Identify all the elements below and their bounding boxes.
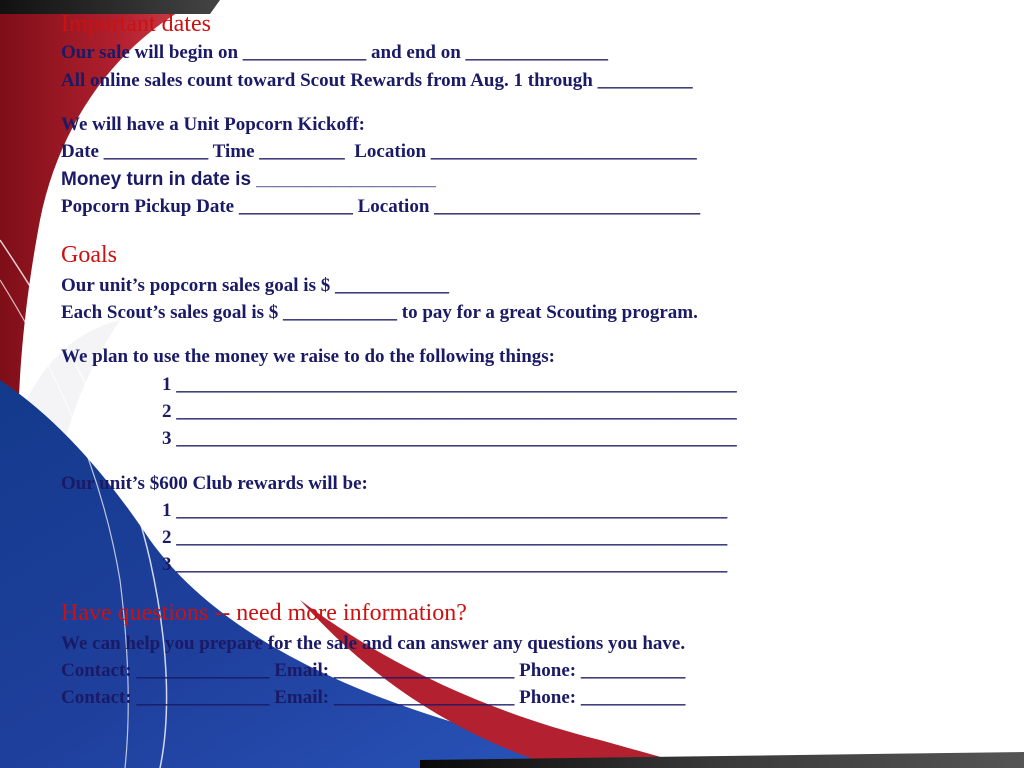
questions-heading: Have questions -- need more information? [61,600,467,626]
kickoff-title: We will have a Unit Popcorn Kickoff: [61,114,365,135]
contact-line: Contact: ______________ Email: ___________________ Phone: ___________ [61,660,686,681]
club-rewards-intro: Our unit’s $600 Club rewards will be: [61,473,368,494]
club-reward-item: 1 __________________________________________________________ [162,500,728,521]
scout-goal-line: Each Scout’s sales goal is $ ____________ to pay for a great Scouting program. [61,302,698,323]
money-turn-in-line: Money turn in date is _________________ [61,169,436,190]
club-reward-item: 2 __________________________________________________________ [162,527,728,548]
money-use-item: 2 ___________________________________________________________ [162,401,737,422]
popcorn-pickup-line: Popcorn Pickup Date ____________ Location ____________________________ [61,196,701,217]
unit-goal-line: Our unit’s popcorn sales goal is $ ____________ [61,275,449,296]
important-dates-heading: Important dates [61,11,211,37]
money-use-item: 1 ___________________________________________________________ [162,374,737,395]
help-line: We can help you prepare for the sale and can answer any questions you have. [61,633,686,654]
money-use-intro: We plan to use the money we raise to do the following things: [61,346,555,367]
kickoff-details-line: Date ___________ Time _________ Location ____________________________ [61,141,697,162]
goals-heading: Goals [61,242,117,268]
club-reward-item: 3 __________________________________________________________ [162,554,728,575]
contact-line: Contact: ______________ Email: ___________________ Phone: ___________ [61,687,686,708]
money-use-item: 3 ___________________________________________________________ [162,428,737,449]
sale-dates-line: Our sale will begin on _____________ and end on _______________ [61,42,609,63]
online-sales-line: All online sales count toward Scout Rewards from Aug. 1 through __________ [61,70,693,91]
